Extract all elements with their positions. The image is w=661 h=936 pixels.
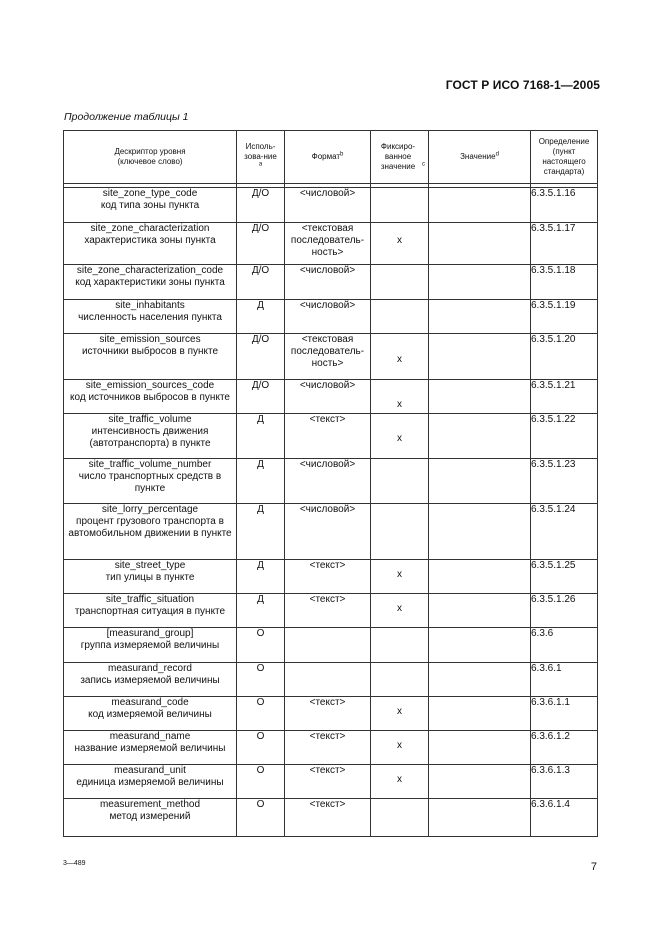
value-cell <box>429 765 531 799</box>
keyword-text: site_inhabitants <box>115 300 185 311</box>
table-header-row <box>64 131 598 184</box>
format-text: <текст> <box>309 731 346 742</box>
table-row <box>64 731 598 765</box>
fixed-value-cell <box>371 459 429 504</box>
descriptor-description: код источников выбросов в пункте <box>70 392 230 403</box>
page-number: 7 <box>590 861 597 873</box>
fixed-value-cell <box>371 697 429 731</box>
definition-ref-cell <box>531 265 598 300</box>
value-cell <box>429 594 531 628</box>
fixed-value-mark: x <box>397 399 402 410</box>
usage-cell <box>237 334 285 380</box>
col-header-descriptor: Дескриптор уровня (ключевое слово) <box>64 131 237 184</box>
definition-ref-text: 6.3.6.1.4 <box>531 799 570 810</box>
table-row <box>64 697 598 731</box>
usage-text: О <box>256 628 265 639</box>
definition-ref-text: 6.3.5.1.19 <box>531 300 576 311</box>
descriptor-description: код типа зоны пункта <box>100 200 200 211</box>
descriptor-table <box>63 130 598 837</box>
format-text: <текстовая последователь-ность> <box>290 223 365 258</box>
definition-ref-cell <box>531 663 598 697</box>
fixed-value-cell <box>371 265 429 300</box>
descriptor-cell <box>64 560 237 594</box>
value-cell <box>429 380 531 414</box>
fixed-value-mark <box>371 628 428 633</box>
descriptor-description: источники выбросов в пункте <box>81 346 219 357</box>
descriptor-cell <box>64 663 237 697</box>
fixed-value-cell <box>371 663 429 697</box>
usage-cell <box>237 628 285 663</box>
col-header-fixed-value: Фиксиро-ванное значение $^c$ <box>371 131 429 184</box>
fixed-value-cell <box>371 334 429 380</box>
table-row <box>64 459 598 504</box>
definition-ref-cell <box>531 223 598 265</box>
format-text: <числовой> <box>299 504 356 515</box>
keyword-text: measurement_method <box>99 799 201 810</box>
format-cell <box>285 414 371 459</box>
descriptor-description: код характеристики зоны пункта <box>75 277 225 288</box>
table-row <box>64 334 598 380</box>
value-cell <box>429 223 531 265</box>
format-text: <текст> <box>309 697 346 708</box>
definition-ref-text: 6.3.5.1.16 <box>531 188 576 199</box>
keyword-text: site_emission_sources_code <box>85 380 215 391</box>
usage-cell <box>237 380 285 414</box>
fixed-value-cell <box>371 504 429 560</box>
usage-text: О <box>256 663 265 674</box>
descriptor-cell <box>64 594 237 628</box>
definition-ref-cell <box>531 504 598 560</box>
table-row <box>64 799 598 837</box>
format-text: <числовой> <box>299 300 356 311</box>
fixed-value-mark <box>371 459 428 464</box>
format-cell <box>285 504 371 560</box>
descriptor-cell <box>64 799 237 837</box>
format-cell <box>285 380 371 414</box>
value-cell <box>429 697 531 731</box>
usage-text: О <box>256 799 265 810</box>
definition-ref-text: 6.3.5.1.23 <box>531 459 576 470</box>
keyword-text: site_zone_type_code <box>102 188 198 199</box>
value-cell <box>429 459 531 504</box>
usage-text: Д <box>257 504 264 515</box>
format-cell <box>285 300 371 334</box>
table-row <box>64 223 598 265</box>
definition-ref-cell <box>531 560 598 594</box>
fixed-value-mark: x <box>397 569 402 580</box>
fixed-value-cell <box>371 560 429 594</box>
descriptor-cell <box>64 188 237 223</box>
fixed-value-mark: x <box>397 235 402 246</box>
descriptor-cell <box>64 765 237 799</box>
fixed-value-cell <box>371 188 429 223</box>
fixed-value-cell <box>371 731 429 765</box>
usage-text: О <box>256 731 265 742</box>
fixed-value-mark: x <box>397 433 402 444</box>
keyword-text: site_traffic_situation <box>105 594 195 605</box>
keyword-text: site_traffic_volume <box>108 414 192 425</box>
fixed-value-mark: x <box>397 740 402 751</box>
usage-text: Д/О <box>251 265 270 276</box>
usage-cell <box>237 731 285 765</box>
format-text: <числовой> <box>299 265 356 276</box>
fixed-value-cell <box>371 300 429 334</box>
format-text: <текст> <box>309 560 346 571</box>
descriptor-cell <box>64 459 237 504</box>
value-cell <box>429 628 531 663</box>
fixed-value-mark <box>371 663 428 668</box>
descriptor-cell <box>64 265 237 300</box>
format-cell <box>285 265 371 300</box>
format-text: <числовой> <box>299 380 356 391</box>
table-row <box>64 560 598 594</box>
value-cell <box>429 334 531 380</box>
descriptor-description: группа измеряемой величины <box>80 640 220 651</box>
definition-ref-text: 6.3.6.1.2 <box>531 731 570 742</box>
definition-ref-cell <box>531 414 598 459</box>
usage-cell <box>237 414 285 459</box>
definition-ref-cell <box>531 459 598 504</box>
value-cell <box>429 731 531 765</box>
fixed-value-cell <box>371 799 429 837</box>
descriptor-cell <box>64 334 237 380</box>
usage-cell <box>237 504 285 560</box>
fixed-value-cell <box>371 628 429 663</box>
descriptor-description: единица измеряемой величины <box>76 777 224 788</box>
descriptor-description: интенсивность движения (автотранспорта) в пункте <box>89 426 211 449</box>
format-cell <box>285 334 371 380</box>
definition-ref-cell <box>531 731 598 765</box>
keyword-text: measurand_unit <box>114 765 186 776</box>
usage-text: Д/О <box>251 380 270 391</box>
descriptor-description: численность населения пункта <box>78 312 222 323</box>
format-cell <box>285 731 371 765</box>
descriptor-cell <box>64 300 237 334</box>
usage-cell <box>237 697 285 731</box>
usage-cell <box>237 560 285 594</box>
footer-code: 3—489 <box>63 860 86 867</box>
format-cell <box>285 459 371 504</box>
format-text: <текст> <box>309 765 346 776</box>
usage-cell <box>237 594 285 628</box>
usage-cell <box>237 300 285 334</box>
fixed-value-mark: x <box>397 354 402 365</box>
fixed-value-cell <box>371 594 429 628</box>
definition-ref-cell <box>531 334 598 380</box>
keyword-text: site_traffic_volume_number <box>88 459 212 470</box>
format-text: <текст> <box>309 594 346 605</box>
definition-ref-text: 6.3.6 <box>531 628 554 639</box>
usage-text: Д <box>257 414 264 425</box>
keyword-text: measurand_name <box>109 731 191 742</box>
format-cell <box>285 223 371 265</box>
usage-text: Д <box>257 560 264 571</box>
descriptor-cell <box>64 380 237 414</box>
fixed-value-mark <box>371 265 428 270</box>
format-cell <box>285 799 371 837</box>
format-cell <box>285 765 371 799</box>
format-cell <box>285 560 371 594</box>
usage-text: Д/О <box>251 223 270 234</box>
value-cell <box>429 300 531 334</box>
definition-ref-text: 6.3.5.1.18 <box>531 265 576 276</box>
table-row <box>64 628 598 663</box>
keyword-text: site_zone_characterization_code <box>76 265 224 276</box>
format-text: <текстовая последователь-ность> <box>290 334 365 369</box>
definition-ref-text: 6.3.5.1.20 <box>531 334 576 345</box>
keyword-text: measurand_record <box>108 663 192 674</box>
definition-ref-cell <box>531 799 598 837</box>
descriptor-description: код измеряемой величины <box>88 709 212 720</box>
usage-cell <box>237 265 285 300</box>
definition-ref-text: 6.3.5.1.25 <box>531 560 576 571</box>
fixed-value-mark <box>371 188 428 193</box>
usage-cell <box>237 459 285 504</box>
format-text: <текст> <box>309 414 346 425</box>
fixed-value-mark: x <box>397 706 402 717</box>
definition-ref-cell <box>531 594 598 628</box>
table-row <box>64 594 598 628</box>
definition-ref-text: 6.3.5.1.26 <box>531 594 576 605</box>
usage-cell <box>237 663 285 697</box>
definition-ref-text: 6.3.6.1 <box>531 663 562 674</box>
fixed-value-cell <box>371 414 429 459</box>
descriptor-description: процент грузового транспорта в автомобильном движении в пункте <box>68 516 232 539</box>
usage-text: Д/О <box>251 188 270 199</box>
format-text: <числовой> <box>299 188 356 199</box>
format-text: <текст> <box>309 799 346 810</box>
value-cell <box>429 414 531 459</box>
value-cell <box>429 188 531 223</box>
definition-ref-text: 6.3.5.1.22 <box>531 414 576 425</box>
format-text: <числовой> <box>299 459 356 470</box>
fixed-value-mark: x <box>397 774 402 785</box>
definition-ref-cell <box>531 188 598 223</box>
definition-ref-text: 6.3.5.1.17 <box>531 223 576 234</box>
value-cell <box>429 265 531 300</box>
table-row <box>64 300 598 334</box>
keyword-text: measurand_code <box>111 697 189 708</box>
fixed-value-cell <box>371 223 429 265</box>
fixed-value-cell <box>371 765 429 799</box>
table-row <box>64 663 598 697</box>
document-header: ГОСТ Р ИСО 7168-1—2005 <box>445 78 600 92</box>
fixed-value-mark <box>371 504 428 509</box>
usage-text: Д <box>257 594 264 605</box>
table-row <box>64 188 598 223</box>
usage-cell <box>237 765 285 799</box>
usage-text: О <box>256 697 265 708</box>
keyword-text: site_zone_characterization <box>90 223 210 234</box>
usage-text: Д <box>257 300 264 311</box>
table-continuation-label: Продолжение таблицы 1 <box>64 111 189 123</box>
format-cell <box>285 188 371 223</box>
keyword-text: site_street_type <box>114 560 186 571</box>
keyword-text: site_emission_sources <box>99 334 201 345</box>
descriptor-description: характеристика зоны пункта <box>84 235 216 246</box>
definition-ref-cell <box>531 380 598 414</box>
descriptor-cell <box>64 628 237 663</box>
definition-ref-cell <box>531 300 598 334</box>
descriptor-description: запись измеряемой величины <box>80 675 220 686</box>
fixed-value-mark <box>371 300 428 305</box>
usage-cell <box>237 799 285 837</box>
col-header-usage: Исполь-зова-ние$^a$ <box>237 131 285 184</box>
col-header-value: Значение$^d$ <box>429 131 531 184</box>
keyword-text: [measurand_group] <box>106 628 194 639</box>
descriptor-cell <box>64 223 237 265</box>
definition-ref-text: 6.3.5.1.24 <box>531 504 576 515</box>
definition-ref-text: 6.3.5.1.21 <box>531 380 576 391</box>
table-row <box>64 380 598 414</box>
keyword-text: site_lorry_percentage <box>101 504 199 515</box>
col-header-format: Формат$^b$ <box>285 131 371 184</box>
value-cell <box>429 663 531 697</box>
descriptor-cell <box>64 414 237 459</box>
table-row <box>64 765 598 799</box>
usage-cell <box>237 188 285 223</box>
usage-cell <box>237 223 285 265</box>
value-cell <box>429 504 531 560</box>
usage-text: Д/О <box>251 334 270 345</box>
usage-text: О <box>256 765 265 776</box>
fixed-value-mark <box>371 799 428 804</box>
value-cell <box>429 560 531 594</box>
descriptor-cell <box>64 697 237 731</box>
table-row <box>64 414 598 459</box>
descriptor-description: транспортная ситуация в пункте <box>74 606 226 617</box>
descriptor-description: метод измерений <box>109 811 191 822</box>
value-cell <box>429 799 531 837</box>
format-cell <box>285 628 371 663</box>
descriptor-cell <box>64 731 237 765</box>
definition-ref-text: 6.3.6.1.1 <box>531 697 570 708</box>
descriptor-description: название измеряемой величины <box>74 743 226 754</box>
format-cell <box>285 663 371 697</box>
descriptor-description: тип улицы в пункте <box>105 572 195 583</box>
table-row <box>64 265 598 300</box>
usage-text: Д <box>257 459 264 470</box>
format-cell <box>285 697 371 731</box>
fixed-value-cell <box>371 380 429 414</box>
col-header-definition: Определение (пункт настоящего стандарта) <box>531 131 598 184</box>
fixed-value-mark: x <box>397 603 402 614</box>
definition-ref-cell <box>531 697 598 731</box>
definition-ref-cell <box>531 765 598 799</box>
definition-ref-text: 6.3.6.1.3 <box>531 765 570 776</box>
descriptor-cell <box>64 504 237 560</box>
table-row <box>64 504 598 560</box>
descriptor-description: число транспортных средств в пункте <box>78 471 222 494</box>
definition-ref-cell <box>531 628 598 663</box>
format-cell <box>285 594 371 628</box>
